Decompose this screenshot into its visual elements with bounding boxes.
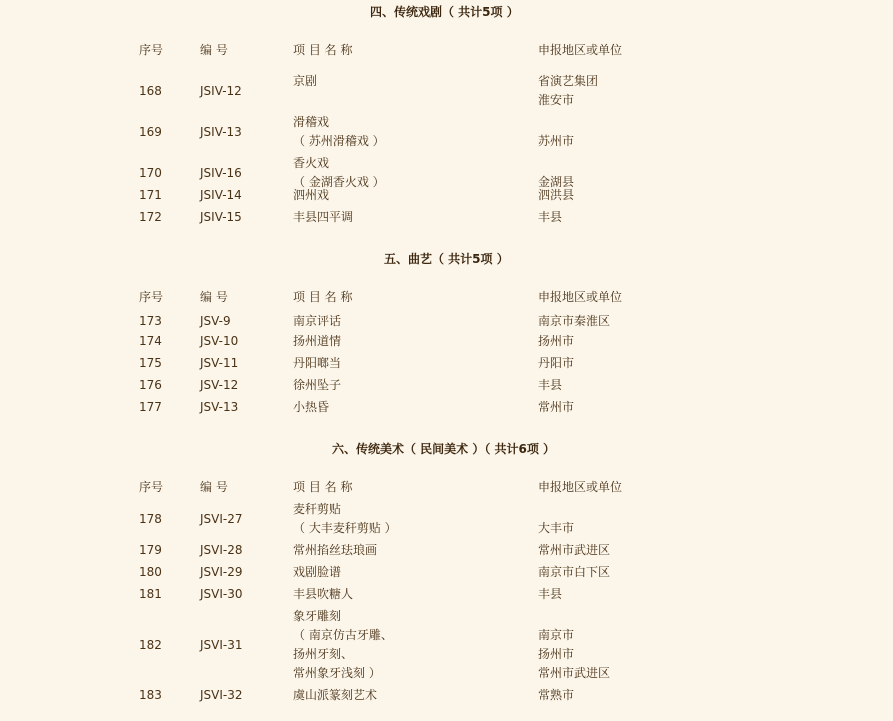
row-name: [293, 686, 377, 705]
row-region: [538, 113, 574, 151]
row-region-line: 常熟市: [538, 688, 575, 702]
row-seq: 179: [139, 543, 162, 557]
row-code: JSVI-32: [200, 688, 243, 702]
section-title: 六、传统美术（ 民间美术 ）（ 共计6项 ）: [332, 442, 556, 456]
row-name-line: （ 南京仿古牙雕、: [293, 628, 393, 642]
row-region-line: [538, 500, 574, 519]
row-region: [538, 500, 574, 538]
column-header-region: 申报地区或单位: [538, 43, 623, 57]
row-region: [538, 332, 574, 351]
row-seq: 171: [139, 188, 162, 202]
row-code: JSV-9: [200, 314, 231, 328]
row-seq: 178: [139, 511, 162, 526]
row-code: JSIV-13: [200, 124, 242, 139]
row-seq: 168: [139, 83, 162, 98]
row-code: JSIV-14: [200, 188, 242, 202]
row-region: [538, 607, 610, 683]
row-region-line: 南京市秦淮区: [538, 314, 611, 328]
row-code: JSVI-28: [200, 543, 243, 557]
row-code: JSVI-29: [200, 565, 243, 579]
row-name-line: 南京评话: [293, 314, 342, 328]
row-region-line: 淮安市: [538, 93, 575, 107]
row-region-line: 丰县: [538, 378, 563, 392]
column-header-name: 项 目 名 称: [293, 43, 353, 57]
row-code: JSV-11: [200, 356, 239, 370]
row-region-line: 丰县: [538, 210, 563, 224]
row-name-line: 京剧: [293, 74, 318, 88]
row-code: JSIV-12: [200, 83, 242, 98]
column-header-code: 编 号: [200, 43, 228, 57]
section-title: 五、曲艺（ 共计5项 ）: [384, 252, 509, 266]
row-name: [293, 72, 317, 91]
row-region-line: 大丰市: [538, 521, 575, 535]
row-seq: 175: [139, 356, 162, 370]
row-code: JSV-10: [200, 334, 239, 348]
column-header-region: 申报地区或单位: [538, 290, 623, 304]
section-title: 四、传统戏剧（ 共计5项 ）: [370, 5, 519, 19]
row-seq: 176: [139, 378, 162, 392]
row-region-line: 常州市: [538, 400, 575, 414]
row-region-line: 丰县: [538, 587, 563, 601]
row-region-line: 丹阳市: [538, 356, 575, 370]
row-name: [293, 585, 353, 604]
row-region-line: 扬州市: [538, 647, 575, 661]
row-name-line: 虞山派篆刻艺术: [293, 688, 378, 702]
row-name-line: 扬州牙刻、: [293, 647, 354, 661]
row-name: [293, 332, 341, 351]
row-region-line: 泗洪县: [538, 188, 575, 202]
row-region: [538, 686, 574, 705]
row-name: [293, 607, 393, 683]
row-region: [538, 354, 574, 373]
row-region: [538, 208, 562, 227]
row-seq: 174: [139, 334, 162, 348]
row-seq: 182: [139, 637, 162, 652]
row-region-line: 扬州市: [538, 334, 575, 348]
column-header-code: 编 号: [200, 290, 228, 304]
row-region-line: 省演艺集团: [538, 74, 599, 88]
row-name-line: 泗州戏: [293, 188, 330, 202]
row-region: [538, 563, 610, 582]
row-name-line: 香火戏: [293, 156, 330, 170]
row-name-line: 滑稽戏: [293, 115, 330, 129]
row-code: JSVI-31: [200, 637, 243, 652]
row-name-line: 象牙雕刻: [293, 609, 342, 623]
column-header-code: 编 号: [200, 480, 228, 494]
row-seq: 172: [139, 210, 162, 224]
row-region: [538, 72, 598, 110]
row-name-line: 丰县四平调: [293, 210, 354, 224]
row-region: [538, 585, 562, 604]
row-name-line: 徐州坠子: [293, 378, 342, 392]
row-code: JSVI-30: [200, 587, 243, 601]
row-seq: 183: [139, 688, 162, 702]
column-header-name: 项 目 名 称: [293, 480, 353, 494]
row-name-line: 戏剧脸谱: [293, 565, 342, 579]
row-name-line: 小热昏: [293, 400, 330, 414]
row-region-line: 南京市: [538, 628, 575, 642]
row-code: JSV-12: [200, 378, 239, 392]
column-header-seq: 序号: [139, 43, 164, 57]
row-name-line: 麦秆剪贴: [293, 502, 342, 516]
column-header-seq: 序号: [139, 480, 164, 494]
row-region-line: [538, 154, 574, 173]
row-seq: 177: [139, 400, 162, 414]
row-name: [293, 376, 341, 395]
row-name: [293, 398, 329, 417]
row-name: [293, 500, 397, 538]
row-region: [538, 312, 610, 331]
row-region-line: 南京市白下区: [538, 565, 611, 579]
row-code: JSV-13: [200, 400, 239, 414]
row-name-line: 丹阳啷当: [293, 356, 342, 370]
row-name: [293, 354, 341, 373]
row-code: JSVI-27: [200, 511, 243, 526]
row-name-line: 常州掐丝珐琅画: [293, 543, 378, 557]
row-code: JSIV-16: [200, 165, 242, 180]
row-region: [538, 186, 574, 205]
row-code: JSIV-15: [200, 210, 242, 224]
row-name: [293, 186, 329, 205]
row-name-line: （ 大丰麦秆剪贴 ）: [293, 521, 397, 535]
row-name-line: （ 金湖香火戏 ）: [293, 175, 385, 189]
row-region: [538, 398, 574, 417]
row-region-line: 苏州市: [538, 134, 575, 148]
row-region-line: [538, 113, 574, 132]
row-name-line: （ 苏州滑稽戏 ）: [293, 134, 385, 148]
row-region-line: 金湖县: [538, 175, 575, 189]
row-name-line: 扬州道情: [293, 334, 342, 348]
row-name: [293, 312, 341, 331]
row-name: [293, 541, 377, 560]
row-region-line: 常州市武进区: [538, 543, 611, 557]
row-name: [293, 208, 353, 227]
row-seq: 173: [139, 314, 162, 328]
row-seq: 180: [139, 565, 162, 579]
row-name-line: 常州象牙浅刻 ）: [293, 666, 381, 680]
row-name-line: 丰县吹糖人: [293, 587, 354, 601]
column-header-region: 申报地区或单位: [538, 480, 623, 494]
row-seq: 170: [139, 165, 162, 180]
row-name: [293, 113, 385, 151]
row-seq: 169: [139, 124, 162, 139]
row-name: [293, 563, 341, 582]
row-region: [538, 541, 610, 560]
row-region: [538, 376, 562, 395]
column-header-seq: 序号: [139, 290, 164, 304]
row-region-line: 常州市武进区: [538, 666, 611, 680]
row-seq: 181: [139, 587, 162, 601]
row-region-line: [538, 607, 610, 626]
column-header-name: 项 目 名 称: [293, 290, 353, 304]
